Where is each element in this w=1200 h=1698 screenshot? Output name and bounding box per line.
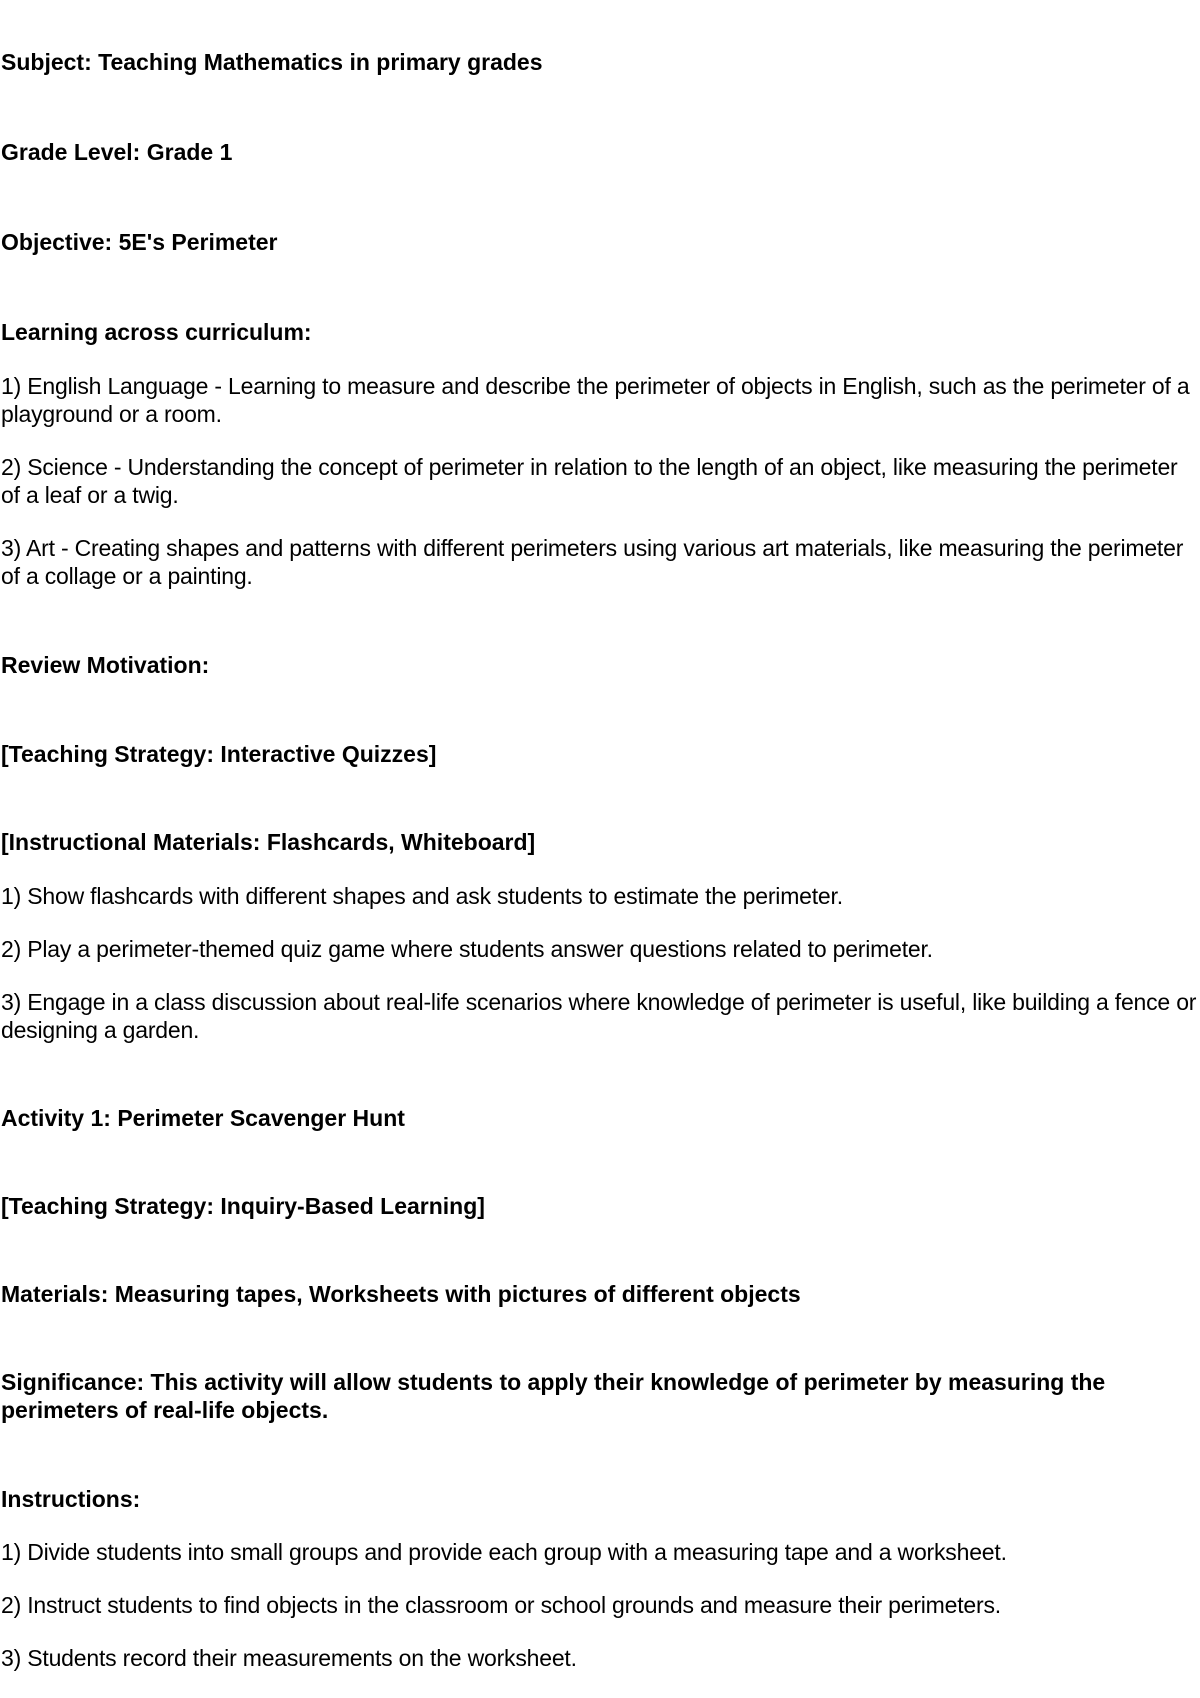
learning-item-english: 1) English Language - Learning to measure and describe the perimeter of objects in English, such as the perimeter of a playground or a room. (1, 373, 1190, 427)
instruction-item-divide-groups: 1) Divide students into small groups and provide each group with a measuring tape and a worksheet. (1, 1539, 1007, 1565)
learning-across-curriculum-heading: Learning across curriculum: (1, 319, 312, 345)
learning-item-art: 3) Art - Creating shapes and patterns with different perimeters using various art materials, like measuring the perimeter of a collage or a painting. (1, 535, 1184, 589)
review-instructional-materials: [Instructional Materials: Flashcards, Whiteboard] (1, 829, 536, 855)
activity-materials: Materials: Measuring tapes, Worksheets with pictures of different objects (1, 1281, 801, 1307)
activity-significance: Significance: This activity will allow students to apply their knowledge of perimeter by measuring the perimeters of real-life objects. (1, 1369, 1106, 1423)
review-item-flashcards: 1) Show flashcards with different shapes and ask students to estimate the perimeter. (1, 883, 843, 909)
activity-teaching-strategy: [Teaching Strategy: Inquiry-Based Learning] (1, 1193, 485, 1219)
activity-1-heading: Activity 1: Perimeter Scavenger Hunt (1, 1105, 405, 1131)
instructions-heading: Instructions: (1, 1486, 141, 1512)
subject-heading: Subject: Teaching Mathematics in primary grades (1, 49, 543, 75)
review-item-class-discussion: 3) Engage in a class discussion about real-life scenarios where knowledge of perimeter is useful, like building a fence or designing a garden. (1, 989, 1197, 1043)
objective-heading: Objective: 5E's Perimeter (1, 229, 278, 255)
review-motivation-heading: Review Motivation: (1, 652, 210, 678)
grade-level-heading: Grade Level: Grade 1 (1, 139, 233, 165)
instruction-item-record-measurements: 3) Students record their measurements on the worksheet. (1, 1645, 577, 1671)
learning-item-science: 2) Science - Understanding the concept of perimeter in relation to the length of an object, like measuring the perimeter of a leaf or a twig. (1, 454, 1178, 508)
review-item-quiz-game: 2) Play a perimeter-themed quiz game where students answer questions related to perimeter. (1, 936, 933, 962)
instruction-item-find-objects: 2) Instruct students to find objects in the classroom or school grounds and measure their perimeters. (1, 1592, 1001, 1618)
review-teaching-strategy: [Teaching Strategy: Interactive Quizzes] (1, 741, 437, 767)
